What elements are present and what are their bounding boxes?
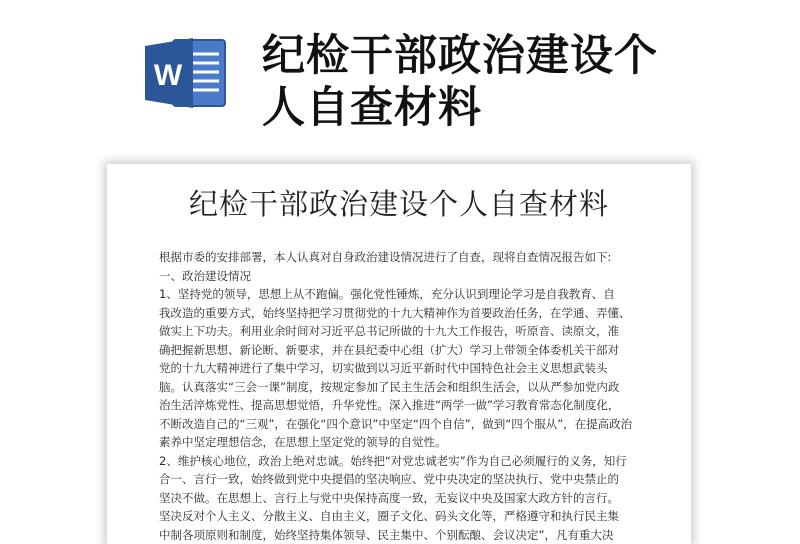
document-line: 确把握新思想、新论断、新要求，并在县纪委中心组（扩大）学习上带领全体委机关干部对 [159,341,647,360]
document-body [159,248,647,544]
document-line: 1、坚持党的领导，思想上从不跑偏。强化党性锤炼，充分认识到理论学习是自我教育、自 [159,285,647,304]
document-line: 根据市委的安排部署，本人认真对自身政治建设情况进行了自查，现将自查情况报告如下: [159,248,647,267]
page-title [262,30,702,134]
document-line: 脑。认真落实“三会一课”制度，按规定参加了民主生活会和组织生活会，以从严参加党内政 [159,378,647,397]
header-banner [0,0,800,150]
document-line: 中制各项原则和制度，始终坚持集体领导、民主集中、个别酝酿、会议决定”，凡有重大决 [159,526,647,544]
document-title: 纪检干部政治建设个人自查材料 [107,186,691,222]
document-line: 合一、言行一致，始终做到党中央提倡的坚决响应、党中央决定的坚决执行、党中央禁止的 [159,470,647,489]
page-title-line-2: 人自查材料 [262,82,702,134]
document-line: 我改造的重要方式，始终坚持把学习贯彻党的十九大精神作为首要政治任务，在学通、弄懂、 [159,304,647,323]
page-title-line-1: 纪检干部政治建设个 [262,30,702,82]
document-line: 坚决不做。在思想上、言行上与党中央保持高度一致，无妄议中央及国家大政方针的言行。 [159,489,647,508]
document-line: 党的十九大精神进行了集中学习，切实做到以习近平新时代中国特色社会主义思想武装头 [159,359,647,378]
document-line: 2、维护核心地位，政治上绝对忠诚。始终把“对党忠诚老实”作为自己必须履行的义务，知行 [159,452,647,471]
document-line: 不断改造自己的“三观”，在强化“四个意识”中坚定“四个自信”，做到“四个服从”，在提高政治 [159,415,647,434]
document-line: 做实上下功夫。利用业余时间对习近平总书记所做的十九大工作报告，听原音、读原文，准 [159,322,647,341]
document-line: 一、政治建设情况 [159,267,647,286]
word-doc-icon [143,34,229,112]
document-line: 坚决反对个人主义、分散主义、自由主义，圈子文化、码头文化等，严格遵守和执行民主集 [159,507,647,526]
word-icon-letter: W [154,59,183,92]
document-line: 治生活淬炼党性、提高思想觉悟，升华党性。深入推进“两学一做”学习教育常态化制度化， [159,396,647,415]
document-preview-page [107,164,691,544]
document-line: 素养中坚定理想信念，在思想上坚定党的领导的自觉性。 [159,433,647,452]
